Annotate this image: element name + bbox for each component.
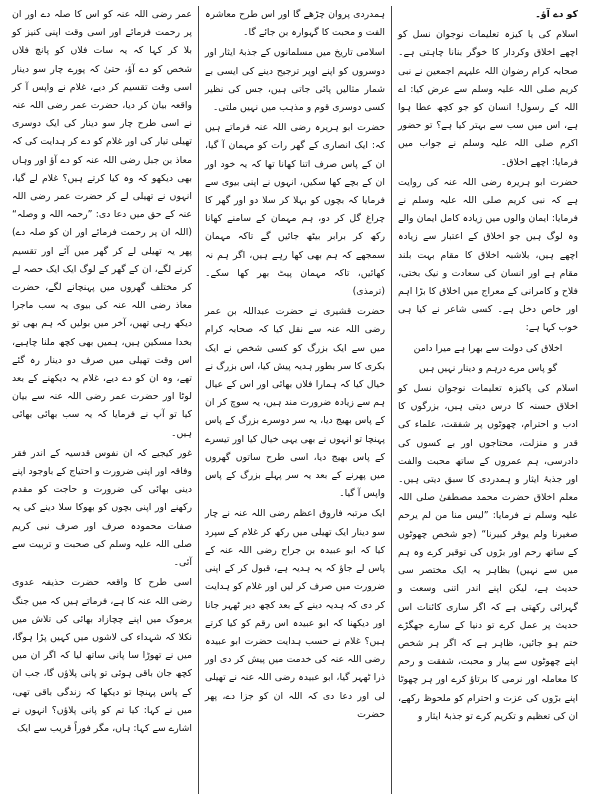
paragraph: عمر رضی اللہ عنہ کو اس کا صلہ دے اور ان پر رحمت فرمائے اور اسی وقت اپنی کنیز کو بلا کر کہا کہ یہ سات فلاں کو پانچ فلاں شخص کو دے آؤ، حتیٰ کہ پورے چار سو دینار اسی وقت تقسیم کر دیے، غلام نے واپس آ کر واقعہ بیان کر دیا، حضرت عمر رضی اللہ عنہ نے اسی طرح چار سو دینار کی ایک دوسری تھیلی تیار کی اور غلام کو دے کر ہدایت کی کہ معاذ بن جبل رضی اللہ عنہ کو دے آؤ اور وہاں بھی دیکھو کہ وہ کیا کرتے ہیں؟ غلام لے گیا، انہوں نے تھیلی لے کر حضرت عمر رضی اللہ عنہ کے حق میں دعا دی: ”رحمہ اللہ و وصلہ“ (اللہ ان پر رحمت فرمائے اور ان کو صلہ دے) پھر یہ تھیلی لے کر گھر میں آئے اور تقسیم کرنے لگے، ان کے گھر کے لوگ ایک ایک حصہ لے کر مختلف گھروں میں پہنچانے لگے، حضرت معاذ رضی اللہ عنہ کی بیوی یہ سب ماجرا دیکھ رہی تھیں، آخر میں بولیں کہ ہم بھی تو بخدا مسکین ہیں، ہمیں بھی کچھ ملنا چاہیے، اس وقت تھیلی میں صرف دو دینار رہ گئے تھے، وہ ان کو دے دیے، غلام یہ دیکھنے کے بعد لوٹا اور حضرت عمر رضی اللہ عنہ سے بیان کیا تو آپ نے فرمایا کہ یہ سب بھائی بھائی ہیں۔ — [12, 9, 192, 439]
paragraph: حضرت ابو ہریرہ رضی اللہ عنہ کی روایت ہے کہ نبی کریم صلی اللہ علیہ وسلم نے فرمایا: ایمان والوں میں زیادہ کامل ایمان والے وہ لوگ ہیں جو اخلاق کے اعتبار سے زیادہ اچھے ہیں، بلاشبہ اخلاق کا مقام بہت بلند مقام ہے اور انسان کی سعادت و نیک بختی، فلاح و کامرانی کے معراج میں اخلاق کا بڑا اہم اور خاص دخل ہے۔ کسی شاعر نے کیا ہی خوب کہا ہے: — [398, 176, 578, 334]
column-middle — [199, 6, 392, 794]
paragraph: کو دے آؤ۔ — [535, 9, 578, 20]
column-left — [6, 6, 199, 794]
paragraph: ہمدردی پروان چڑھے گا اور اس طرح معاشرہ الفت و محبت کا گہوارہ بن جائے گا۔ — [205, 9, 385, 39]
paragraph: اسی طرح کا واقعہ حضرت حذیفہ عدوی رضی اللہ عنہ کا ہے، فرماتے ہیں کہ میں جنگ یرموک میں اپنے چچازاد بھائی کی تلاش میں نکلا کہ شہداء کی لاشوں میں کہیں پڑا ہوگا، میں نے تھوڑا سا پانی ساتھ لیا کہ اگر ان میں کچھ جان باقی ہوئی تو پانی پلاؤں گا، جب ان کے پاس پہنچا تو دیکھا کہ زندگی باقی تھی، میں نے کہا: کیا تم کو پانی پلاؤں؟ انہوں نے اشارے سے کہا: ہاں، مگر فوراً قریب سے ایک — [12, 577, 192, 734]
paragraph: حضرت ابو ہریرہ رضی اللہ عنہ فرماتے ہیں کہ: ایک انصاری کے گھر رات کو مہمان آ گیا، ان کے پاس صرف اتنا کھانا تھا کہ یہ خود اور ان کے بچے کھا سکیں، انہوں نے اپنی بیوی سے فرمایا کہ بچوں کو بہلا کر سلا دو اور گھر کا چراغ گل کر دو، ہم مہمان کے سامنے کھانا رکھ کر برابر بیٹھ جائیں گے تاکہ مہمان سمجھے کہ ہم بھی کھا رہے ہیں، اگر ہم نہ کھائیں، تاکہ مہمان پیٹ بھر کھا سکے۔ (ترمذی) — [205, 122, 385, 298]
paragraph: غور کیجیے کہ ان نفوس قدسیہ کے اندر فقر وفاقہ اور اپنی ضرورت و احتیاج کے باوجود اپنے دینی بھائی کی ضرورت و حاجت کو مقدم رکھنے اور اپنی بچوں کو بھوکا سلا دینے کی یہ صفات محمودہ صرف اور صرف نبی کریم صلی اللہ علیہ وسلم کی صحبت و تربیت سے آئی۔ — [11, 447, 192, 569]
paragraph: اسلام کی پاکیزہ تعلیمات نوجوان نسل کو اخلاق حسنہ کا درس دیتی ہیں، بزرگوں کا ادب و احترام، چھوٹوں پر شفقت، علماء کی قدر و منزلت، محتاجوں اور بے کسوں کی دادرسی، ہم عمروں کے ساتھ محبت والفت اور جذبۂ ایثار و ہمدردی کا سبق دیتی ہیں۔ معلم اخلاق حضرت محمد مصطفیٰ صلی اللہ علیہ وسلم نے فرمایا: ”لیس منا من لم یرحم صغیرنا ولم یوقر کبیرنا“ (جو شخص چھوٹوں کے ساتھ رحم اور بڑوں کی توقیر کرے وہ ہم میں سے نہیں) بظاہر یہ ایک مختصر سی حدیث ہے، لیکن اپنے اندر اتنی وسعت و گہرائی رکھتی ہے کہ اگر ساری کائنات اس حدیث پر عمل کرے تو دنیا کے سارے جھگڑے ختم ہو جائیں، ظاہر ہے کہ اگر ہر شخص اپنے چھوٹوں سے پیار و محبت، شفقت و رحم کا معاملہ اور نرمی کا برتاؤ کرے اور ہر چھوٹا اپنے بڑوں کی عزت و احترام کو ملحوظ رکھے، ان کی تعظیم و تکریم کرے تو جذبۂ ایثار و — [398, 383, 578, 722]
column-right — [392, 6, 584, 794]
paragraph: حضرت قشیری نے حضرت عبداللہ بن عمر رضی اللہ عنہ سے نقل کیا کہ صحابہ کرام میں سے ایک بزرگ کو کسی شخص نے ایک بکری کا سر بطور ہدیہ پیش کیا، اس بزرگ نے خیال کیا کہ ہمارا فلاں بھائی اور اس کے عیال ہم سے زیادہ ضرورت مند ہیں، یہ سوچ کر ان کے پاس بھیج دیا، یہ سر دوسرے بزرگ کے پاس پہنچا تو انہوں نے بھی یہی خیال کیا اور تیسرے کے پاس بھیج دیا، اسی طرح ساتوں گھروں میں پھرنے کے بعد یہ سر پہلے بزرگ کے پاس واپس آ گیا۔ — [205, 306, 385, 500]
verse-line: اخلاق کی دولت سے بھرا ہے میرا دامن — [413, 342, 563, 354]
paragraph: ایک مرتبہ فاروق اعظم رضی اللہ عنہ نے چار سو دینار ایک تھیلی میں رکھ کر غلام کے سپرد کیا کہ ابو عبیدہ بن جراح رضی اللہ عنہ کے پاس لے جاؤ کہ یہ ہدیہ ہے، قبول کر کے اپنی ضرورت میں صرف کر لیں اور غلام کو ہدایت کر دی کہ ہدیہ دینے کے بعد کچھ دیر ٹھہر جانا اور دیکھنا کہ ابو عبیدہ اس رقم کو کیا کرتے ہیں؟ غلام نے حسب ہدایت حضرت ابو عبیدہ رضی اللہ عنہ کی خدمت میں پیش کر دی اور ذرا ٹھہر گیا، ابو عبیدہ رضی اللہ عنہ نے تھیلی لی اور دعا دی کہ اللہ ان کو جزا دے، پھر حضرت — [205, 508, 385, 720]
verse-line: گو پاس مرے درہم و دینار نہیں ہیں — [418, 362, 558, 374]
paragraph: اسلامی تاریخ میں مسلمانوں کے جذبۂ ایثار اور دوسروں کو اپنے اوپر ترجیح دینے کی ایسی بے شمار مثالیں پائی جاتی ہیں، جس کی نظیر کسی دوسری قوم و مذہب میں نہیں ملتی۔ — [205, 47, 385, 114]
paragraph: اسلام کی یا کیزہ تعلیمات نوجوان نسل کو اچھے اخلاق وکردار کا خوگر بنانا چاہتی ہے۔صحابہ کرام رضوان اللہ علیہم اجمعین نے نبی کریم صلی اللہ علیہ وسلم سے عرض کیا: اے اللہ کے رسول! انسان کو جو کچھ عطا ہوا ہے، اس میں سب سے بہتر کیا ہے؟ تو حضور اکرم صلی اللہ علیہ وسلم نے جواب میں فرمایا: اچھے اخلاق۔ — [398, 29, 578, 168]
